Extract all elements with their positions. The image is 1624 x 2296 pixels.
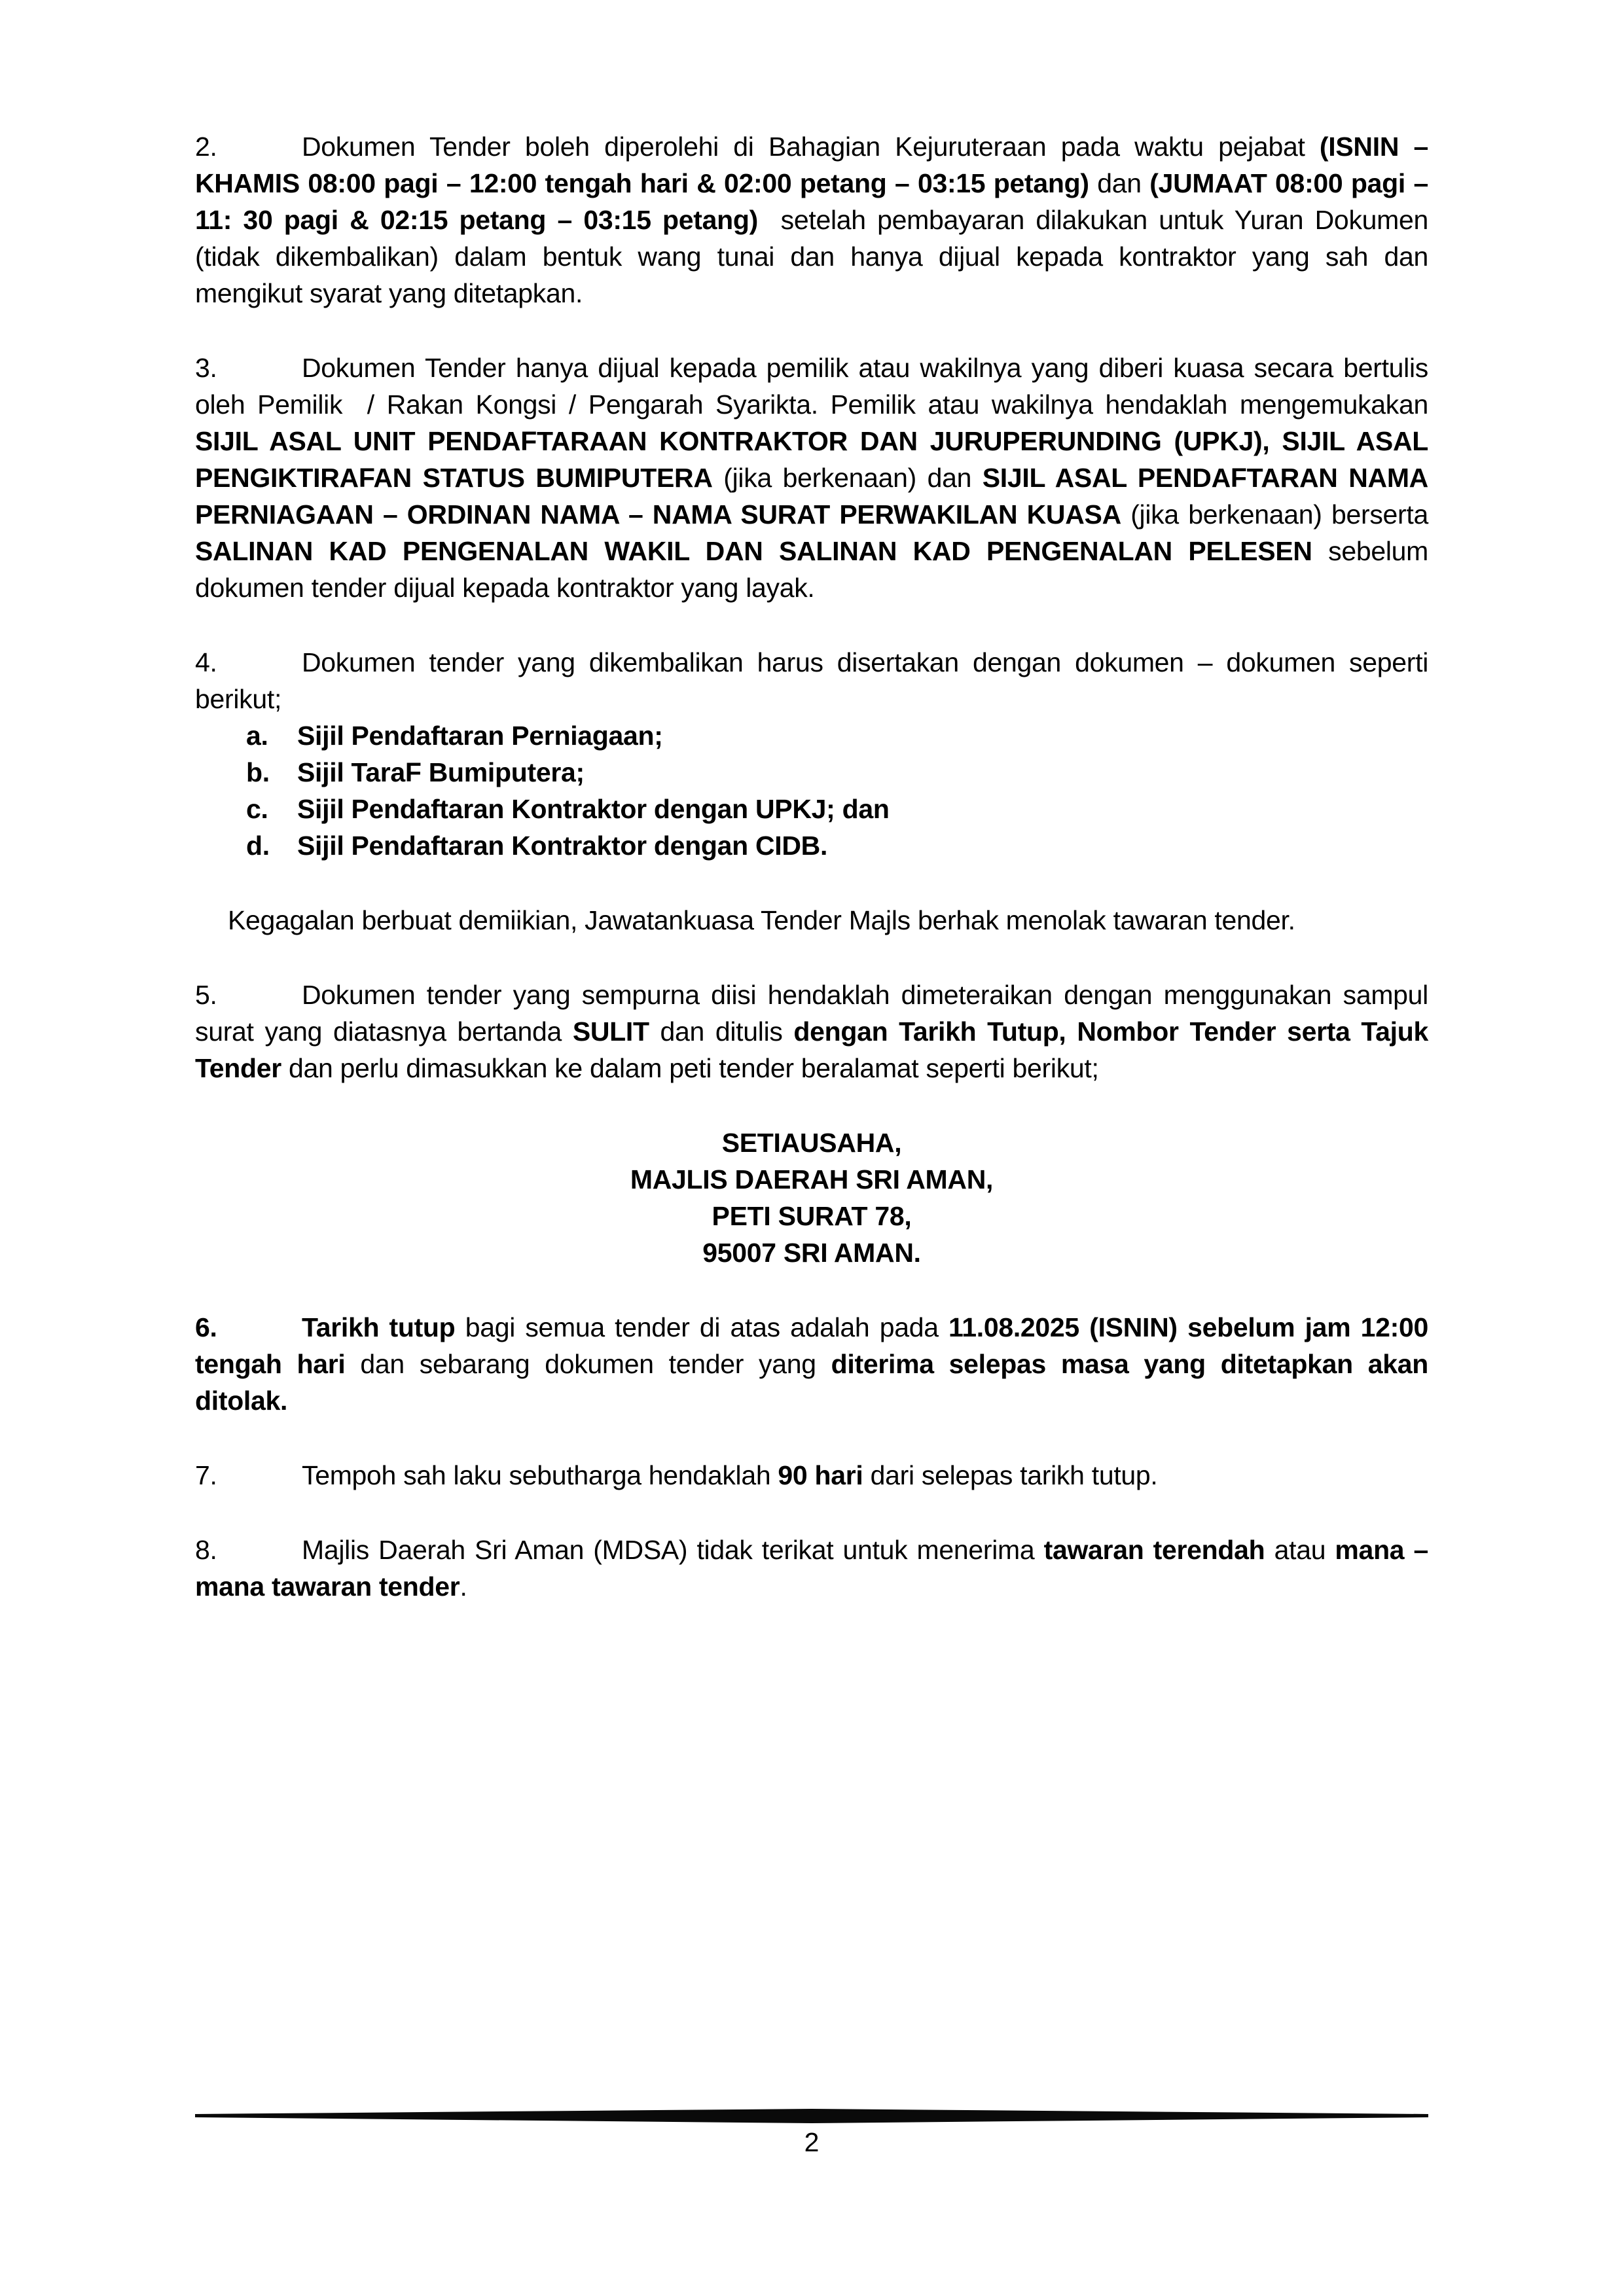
paragraph-8 <box>195 1532 1428 1605</box>
paragraph-6 <box>195 1309 1428 1419</box>
address-line-2: MAJLIS DAERAH SRI AMAN, <box>630 1164 994 1194</box>
list-item-a-text: Sijil Pendaftaran Perniagaan; <box>297 721 663 751</box>
paragraph-4-text: Dokumen tender yang dikembalikan harus disertakan dengan dokumen – dokumen seperti berikut; <box>195 647 1428 714</box>
list-item-b <box>195 754 1428 791</box>
paragraph-5 <box>195 977 1428 1086</box>
paragraph-2 <box>195 128 1428 312</box>
list-item-c-marker: c. <box>246 794 268 824</box>
paragraph-8-text: Majlis Daerah Sri Aman (MDSA) tidak terikat untuk menerima tawaran terendah atau mana – mana tawaran tender. <box>195 1535 1429 1602</box>
footer-divider-line <box>195 2109 1428 2123</box>
paragraph-6-text: Tarikh tutup bagi semua tender di atas adalah pada 11.08.2025 (ISNIN) sebelum jam 12:00 tengah hari dan sebarang dokumen tender yang diterima selepas masa yang ditetapkan akan ditolak. <box>195 1312 1428 1416</box>
paragraph-8-number: 8. <box>195 1535 217 1565</box>
address-line-1: SETIAUSAHA, <box>721 1128 902 1158</box>
list-item-c <box>195 791 1428 827</box>
list-item-b-marker: b. <box>246 757 270 787</box>
paragraph-3-text: Dokumen Tender hanya dijual kepada pemilik atau wakilnya yang diberi kuasa secara bertulis oleh Pemilik / Rakan Kongsi / Pengarah Syarikta. Pemilik atau wakilnya hendaklah mengemukakan SIJIL ASAL UNIT PENDAFTARAAN KONTRAKTOR DAN JURUPERUNDING (UPKJ), SIJIL ASAL PENGIKTIRAFAN STATUS BUMIPUTERA (jika berkenaan) dan SIJIL ASAL PENDAFTARAN NAMA PERNIAGAAN – ORDINAN NAMA – NAMA SURAT PERWAKILAN KUASA (jika berkenaan) berserta SALINAN KAD PENGENALAN WAKIL DAN SALINAN KAD PENGENALAN PELESEN sebelum dokumen tender dijual kepada kontraktor yang layak. <box>195 353 1428 603</box>
paragraph-2-text: Dokumen Tender boleh diperolehi di Bahagian Kejuruteraan pada waktu pejabat (ISNIN – KHAMIS 08:00 pagi – 12:00 tengah hari & 02:00 petang – 03:15 petang) dan (JUMAAT 08:00 pagi – 11: 30 pagi & 02:15 petang – 03:15 petang) setelah pembayaran dilakukan untuk Yuran Dokumen (tidak dikembalikan) dalam bentuk wang tunai dan hanya dijual kepada kontraktor yang sah dan mengikut syarat yang ditetapkan. <box>195 132 1428 308</box>
list-item-a-marker: a. <box>246 721 268 751</box>
list-item-a <box>195 717 1428 754</box>
page-number: 2 <box>804 2127 820 2157</box>
paragraph-5-number: 5. <box>195 980 217 1010</box>
address-line-3: PETI SURAT 78, <box>712 1201 912 1231</box>
paragraph-7-number: 7. <box>195 1460 217 1490</box>
paragraph-5-text: Dokumen tender yang sempurna diisi hendaklah dimeteraikan dengan menggunakan sampul surat yang diatasnya bertanda SULIT dan ditulis dengan Tarikh Tutup, Nombor Tender serta Tajuk Tender dan perlu dimasukkan ke dalam peti tender beralamat seperti berikut; <box>195 980 1428 1083</box>
address-line-4: 95007 SRI AMAN. <box>702 1238 921 1268</box>
list-item-d-text: Sijil Pendaftaran Kontraktor dengan CIDB. <box>297 831 828 861</box>
paragraph-7-text: Tempoh sah laku sebutharga hendaklah 90 hari dari selepas tarikh tutup. <box>302 1460 1158 1490</box>
tender-box-address <box>195 1124 1428 1271</box>
paragraph-4-number: 4. <box>195 647 217 677</box>
list-item-c-text: Sijil Pendaftaran Kontraktor dengan UPKJ; dan <box>297 794 890 824</box>
list-item-d <box>195 827 1428 864</box>
paragraph-3 <box>195 350 1428 606</box>
paragraph-3-number: 3. <box>195 353 217 383</box>
list-item-d-marker: d. <box>246 831 270 861</box>
failure-note-text: Kegagalan berbuat demiikian, Jawatankuasa Tender Majls berhak menolak tawaran tender. <box>228 905 1295 935</box>
failure-note-paragraph <box>195 902 1428 939</box>
paragraph-4 <box>195 644 1428 717</box>
paragraph-6-number: 6. <box>195 1312 217 1342</box>
paragraph-7 <box>195 1457 1428 1494</box>
paragraph-2-number: 2. <box>195 132 217 162</box>
document-body <box>195 128 1428 1643</box>
required-documents-list <box>195 717 1428 864</box>
list-item-b-text: Sijil TaraF Bumiputera; <box>297 757 585 787</box>
